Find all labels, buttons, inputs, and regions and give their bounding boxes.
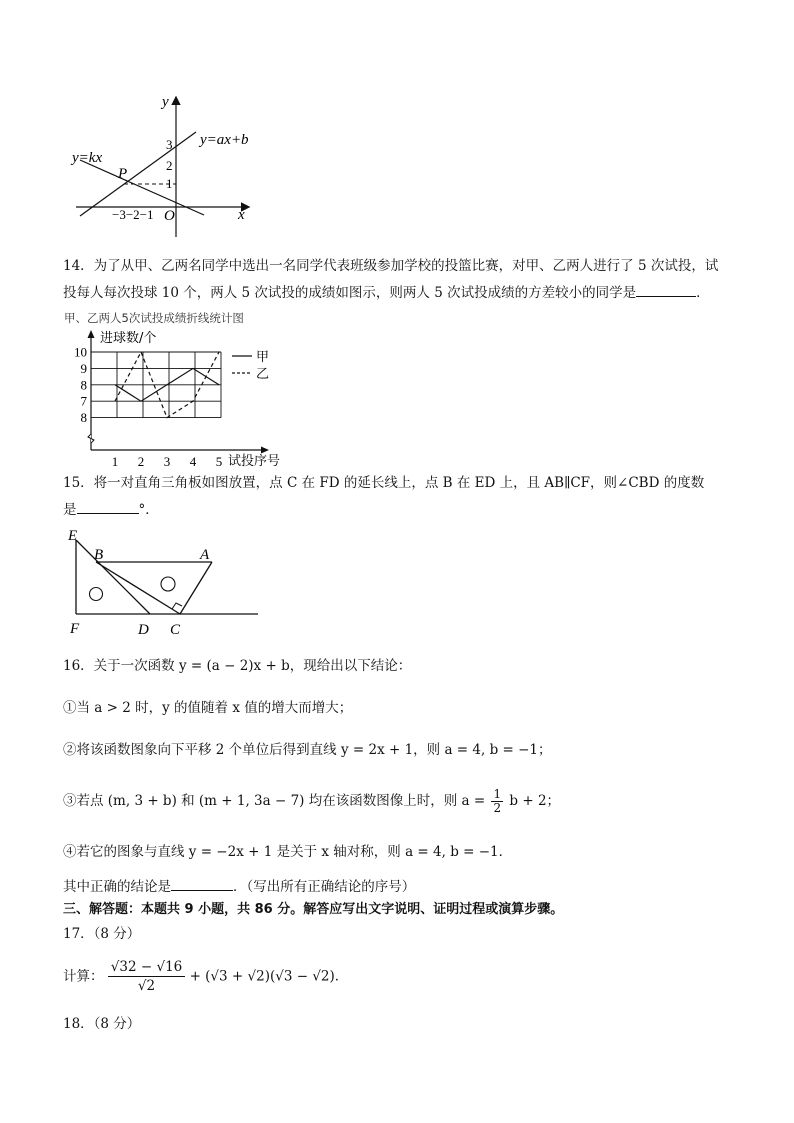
q14-answer-blank[interactable]: [636, 282, 696, 297]
y-tick-label: 8: [80, 410, 87, 426]
y-tick-label: 9: [80, 360, 87, 376]
y-tick-label: 8: [80, 377, 87, 393]
y-tick-1: 1: [166, 176, 173, 191]
q16-conclusion-3: [63, 788, 560, 815]
chart-title: 甲、乙两人5次试投成绩折线统计图: [64, 311, 244, 325]
x-tick-label: 5: [215, 454, 223, 469]
section-3-heading: 三、解答题：本题共 9 小题，共 86 分。解答应写出文字说明、证明过程或演算步骤。: [63, 902, 564, 917]
q15-line2-end: °．: [138, 502, 159, 518]
q16-c3-text: ③若点 (m, 3 + b) 和 (m + 1, 3a − 7) 均在该函数图像上时，则 a =: [63, 793, 486, 809]
axis-break: [88, 434, 94, 443]
q16-tail-end: ．（写出所有正确结论的序号）: [233, 879, 416, 895]
label-d: D: [138, 622, 149, 638]
q16-answer-blank[interactable]: [171, 876, 233, 891]
y-axis-label: y: [162, 94, 169, 110]
hole-right: [161, 577, 175, 591]
chart-xlabel: 试投序号: [228, 454, 281, 469]
q17-heading: 17．（8 分）: [63, 926, 141, 942]
q17-denominator: √2: [137, 978, 156, 994]
q18-heading: 18．（8 分）: [63, 1016, 141, 1032]
legend-label: 乙: [256, 367, 270, 382]
q15-line2: [63, 499, 159, 520]
q16-conclusion-2: ②将该函数图象向下平移 2 个单位后得到直线 y = 2x + 1，则 a = 4, b = −1；: [63, 742, 552, 758]
q15-line1: 15．将一对直角三角板如图放置，点 C 在 FD 的延长线上，点 B 在 ED 上，且 AB∥CF，则∠CBD 的度数: [63, 475, 705, 491]
q16-stem: 16．关于一次函数 y = (a − 2)x + b，现给出以下结论：: [63, 658, 412, 674]
q14-line1: 14．为了从甲、乙两名同学中选出一名同学代表班级参加学校的投篮比赛，对甲、乙两人进行了 5 次试投，试: [63, 258, 719, 274]
q17-rest: + (√3 + √2)(√3 − √2)．: [189, 968, 349, 985]
function-graph-figure: [70, 92, 270, 242]
q14-line2-text: 投每人每次投球 10 个，两人 5 次试投的成绩如图示，则两人 5 次试投成绩的方差较小的同学是: [63, 285, 637, 301]
q17-numerator: √32 − √16: [108, 958, 185, 977]
chart-x-arrow: [261, 447, 269, 454]
fraction-numerator: 1: [493, 787, 502, 801]
q17-prefix: 计算：: [63, 968, 104, 985]
segment-bc: [96, 562, 180, 614]
legend-label: 甲: [256, 350, 270, 365]
x-tick-label: 1: [111, 454, 119, 469]
q15-line2-text: 是: [63, 502, 77, 518]
label-f: F: [70, 621, 80, 637]
fraction-denominator: 2: [493, 801, 502, 815]
q15-answer-blank[interactable]: [77, 499, 139, 514]
q16-conclusion-4: ④若它的图象与直线 y = −2x + 1 是关于 x 轴对称，则 a = 4, b = −1．: [63, 844, 513, 860]
fraction-one-half: [491, 788, 503, 815]
q17-fraction: [108, 958, 185, 995]
chart-ylabel: 进球数/个: [100, 331, 157, 346]
chart-y-arrow: [88, 330, 95, 338]
x-tick-label: 2: [137, 454, 145, 469]
q17-expression: [63, 958, 348, 1002]
label-a: A: [200, 547, 210, 563]
x-ticks: −3−2−1: [112, 207, 154, 222]
q14-line2-end: ．: [696, 285, 710, 301]
q16-conclusion-1: ①当 a > 2 时，y 的值随着 x 值的增大而增大；: [63, 700, 353, 716]
y-tick-2: 2: [166, 158, 173, 173]
line2-label: y=kx: [72, 150, 103, 166]
segment-ed: [76, 540, 150, 614]
label-c: C: [170, 622, 181, 638]
y-tick-label: 7: [80, 393, 87, 409]
label-b: B: [94, 547, 104, 563]
y-tick-3: 3: [166, 137, 173, 152]
x-tick-label: 3: [163, 454, 171, 469]
label-e: E: [68, 528, 78, 544]
hole-left: [90, 588, 103, 601]
x-axis-label: x: [238, 207, 245, 223]
right-angle-mark: [172, 603, 182, 609]
segment-ac: [180, 562, 212, 614]
line1-label: y=ax+b: [200, 132, 249, 148]
q16-tail: [63, 876, 415, 897]
q16-tail-text: 其中正确的结论是: [63, 879, 171, 895]
x-tick-label: 4: [189, 454, 197, 469]
y-tick-label: 10: [74, 344, 87, 360]
triangle-figure: [60, 526, 270, 644]
origin-label: O: [164, 208, 175, 224]
line-chart: [60, 308, 300, 470]
q14-line2: [63, 282, 710, 303]
point-p-label: P: [118, 166, 128, 182]
q16-c3-end: b + 2；: [509, 793, 561, 809]
